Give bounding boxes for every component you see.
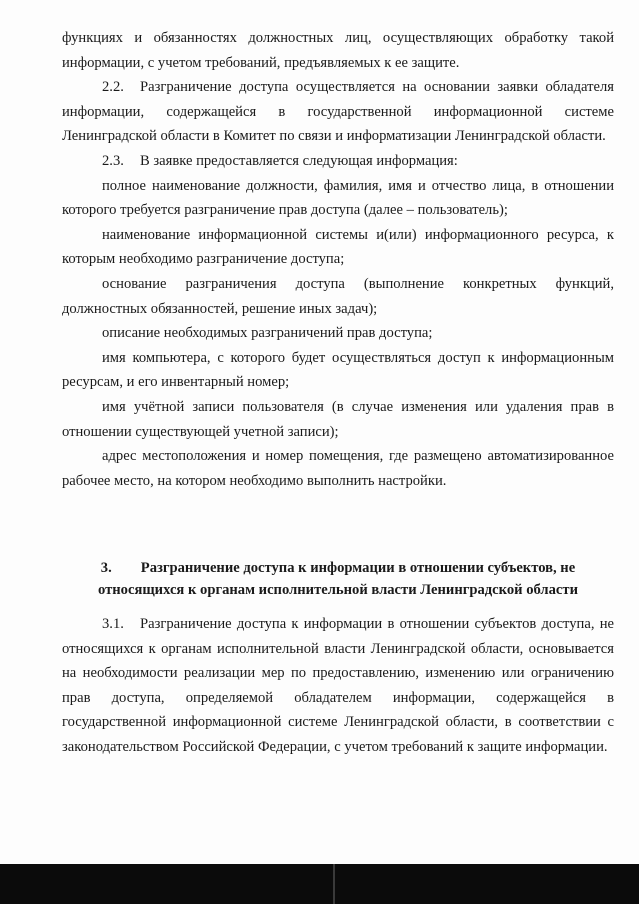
body-text-lower bbox=[62, 612, 614, 760]
heading-line-2: относящихся к органам исполнительной власти Ленинградской области bbox=[98, 582, 578, 598]
list-item: наименование информационной системы и(или) информационного ресурса, к которым необходимо разграничение доступа; bbox=[62, 226, 614, 268]
list-item: описание необходимых разграничений прав доступа; bbox=[102, 325, 433, 342]
scan-border-gap bbox=[333, 864, 335, 904]
body-text-upper bbox=[62, 26, 614, 493]
paragraph-text: В заявке предоставляется следующая информация: bbox=[140, 152, 458, 169]
heading-text: Разграничение доступа к информации в отношении субъектов, не bbox=[140, 560, 576, 576]
paragraph-2-3 bbox=[62, 149, 614, 174]
list-item: адрес местоположения и номер помещения, где размещено автоматизированное рабочее место, на котором необходимо выполнить настройки. bbox=[62, 448, 614, 489]
paragraph-text: Разграничение доступа к информации в отношении субъектов доступа, не относящихся к органам исполнительной власти Ленинградской области, основывается на необходимости реализации мер по предоставлению, изменению или ограничению прав доступа, определяемой обладателем информации, содержащейся в государственной информационной системе Ленинградской области, в соответствии с законодательством Российской Федерации, с учетом требований к защите информации. bbox=[62, 616, 614, 755]
paragraph-text: Разграничение доступа осуществляется на основании заявки обладателя информации, содержащейся в государственной информационной системе Ленинградской области в Комитет по связи и информатизации Ленинградской области. bbox=[62, 79, 614, 145]
section-number: 3. bbox=[100, 560, 112, 576]
paragraph-continuation: функциях и обязанностях должностных лиц, осуществляющих обработку такой информации, с учетом требований, предъявляемых к ее защите. bbox=[62, 30, 614, 71]
paragraph-2-2 bbox=[62, 75, 614, 149]
list-item: имя компьютера, с которого будет осуществляться доступ к информационным ресурсам, и его инвентарный номер; bbox=[62, 349, 614, 391]
paragraph-number: 2.2. bbox=[102, 79, 124, 96]
scan-bottom-border bbox=[0, 864, 639, 904]
section-3-heading bbox=[62, 557, 614, 601]
paragraph-number: 2.3. bbox=[102, 152, 124, 169]
list-item: имя учётной записи пользователя (в случае изменения или удаления прав в отношении существующей учетной записи); bbox=[62, 398, 614, 440]
paragraph-3-1 bbox=[62, 612, 614, 760]
list-item: полное наименование должности, фамилия, имя и отчество лица, в отношении которого требуется разграничение прав доступа (далее – пользователь); bbox=[62, 177, 614, 219]
paragraph-number: 3.1. bbox=[102, 616, 124, 632]
heading-line-1 bbox=[62, 557, 614, 579]
list-item: основание разграничения доступа (выполнение конкретных функций, должностных обязанностей, решение иных задач); bbox=[62, 275, 614, 317]
